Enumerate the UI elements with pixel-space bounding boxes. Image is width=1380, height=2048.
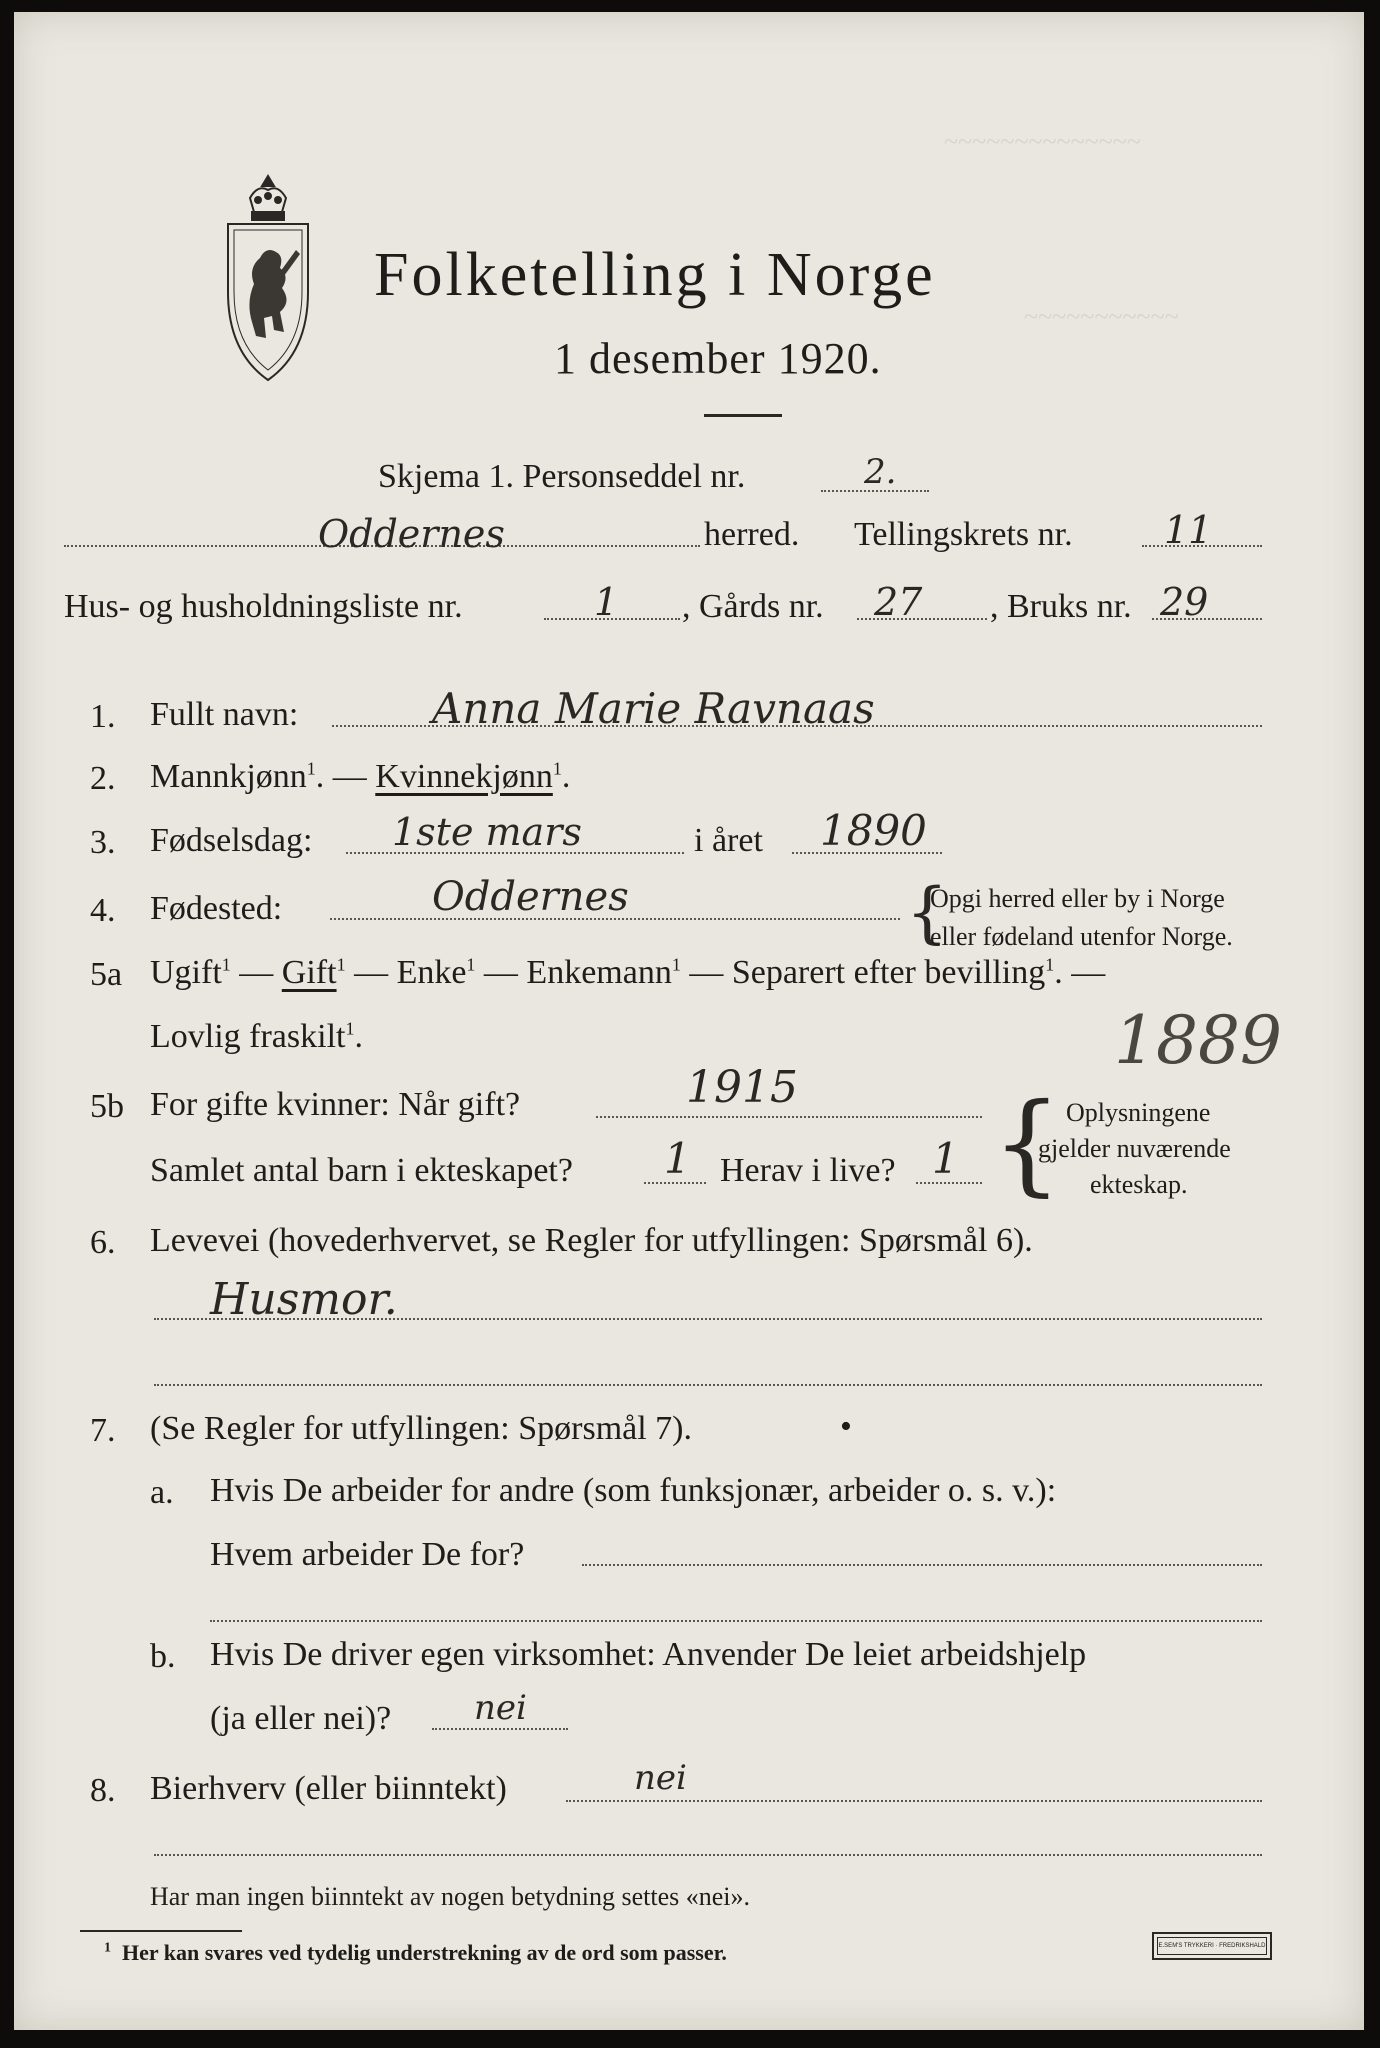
q5b-note-line1: Oplysningene: [1066, 1098, 1211, 1127]
employer-dotline[interactable]: [582, 1564, 1262, 1566]
footnote-ref: 1: [221, 954, 231, 975]
q5a-line2-punct: .: [354, 1018, 363, 1055]
footnote-ref: 1: [552, 758, 562, 779]
year-label: i året: [694, 822, 763, 859]
footnote-mark: 1: [104, 1940, 111, 1956]
q6-dotline-1: [154, 1318, 1262, 1320]
q1-number: 1.: [90, 698, 116, 735]
q5a-line2: [150, 1020, 363, 1054]
tellingskrets-label: Tellingskrets nr.: [854, 516, 1073, 553]
footnote-ref: 1: [336, 954, 346, 975]
q3-number: 3.: [90, 824, 116, 861]
q2-options: [150, 760, 570, 794]
form-subtitle: 1 desember 1920.: [554, 334, 882, 383]
full-name-value[interactable]: Anna Marie Ravnaas: [432, 684, 875, 733]
footnote-ref: 1: [345, 1018, 355, 1039]
q5b-label: For gifte kvinner: Når gift?: [150, 1086, 521, 1123]
q6-label: Levevei (hovederhvervet, se Regler for utfyllingen: Spørsmål 6).: [150, 1222, 1033, 1259]
herred-label: herred.: [704, 516, 800, 553]
q2-sep: —: [324, 758, 376, 795]
q5b-note-line3: ekteskap.: [1090, 1170, 1188, 1199]
q8-dotline: [566, 1800, 1262, 1802]
footnote-ref: 1: [671, 954, 681, 975]
q8-label: Bierhverv (eller biinntekt): [150, 1770, 507, 1807]
q7a-question: Hvem arbeider De for?: [210, 1536, 525, 1573]
q5a-sep: —: [230, 954, 282, 991]
option-lovlig-fraskilt[interactable]: Lovlig fraskilt: [150, 1018, 346, 1055]
q4-brace: {: [906, 874, 948, 951]
margin-note-1889: 1889: [1114, 1002, 1282, 1079]
gards-label: , Gårds nr.: [682, 588, 824, 625]
option-ugift[interactable]: Ugift: [150, 954, 222, 991]
q7b-dotline: [432, 1728, 568, 1730]
birth-year-value[interactable]: 1890: [820, 806, 927, 855]
q5a-options: [150, 956, 1105, 990]
married-year-value[interactable]: 1915: [686, 1062, 798, 1113]
bleed-through-text: ~~~~~~~~~~~~~~: [944, 127, 1141, 156]
husholdningsliste-label: Hus- og husholdningsliste nr.: [64, 588, 463, 625]
occupation-value[interactable]: Husmor.: [210, 1274, 398, 1325]
birthplace-value[interactable]: Oddernes: [432, 874, 629, 920]
hired-help-value[interactable]: nei: [474, 1688, 527, 1728]
q7a-label: Hvis De arbeider for andre (som funksjonær, arbeider o. s. v.):: [210, 1472, 1057, 1509]
printer-stamp: [1152, 1932, 1272, 1960]
herred-value[interactable]: Oddernes: [318, 512, 505, 556]
q2-punct: .: [561, 758, 571, 795]
q5b-number: 5b: [90, 1088, 124, 1125]
q7a-letter: a.: [150, 1474, 174, 1511]
tellingskrets-value[interactable]: 11: [1164, 508, 1213, 552]
gards-value[interactable]: 27: [874, 580, 923, 624]
footnote: [104, 1942, 727, 1964]
q2-number: 2.: [90, 760, 116, 797]
children-count-value[interactable]: 1: [664, 1134, 691, 1183]
skjema-label: Skjema 1. Personseddel nr.: [378, 458, 746, 495]
option-mannkjonn[interactable]: Mannkjønn: [150, 758, 307, 795]
footnote-ref: 1: [466, 954, 476, 975]
footer-note: Har man ingen biinntekt av nogen betydning settes «nei».: [150, 1882, 751, 1911]
q7-label: (Se Regler for utfyllingen: Spørsmål 7).: [150, 1410, 693, 1447]
q5a-sep: —: [680, 954, 732, 991]
printer-stamp-text: E.SEM'S TRYKKERI · FREDRIKSHALD: [1157, 1937, 1267, 1955]
q5b-dotline: [596, 1116, 982, 1118]
option-kvinnekjonn[interactable]: Kvinnekjønn: [375, 758, 553, 795]
footnote-ref: 1: [306, 758, 316, 779]
q5a-tail: . —: [1054, 954, 1106, 991]
norwegian-coat-of-arms-icon: [218, 172, 318, 384]
q1-label: Fullt navn:: [150, 696, 299, 733]
q5a-sep: —: [475, 954, 527, 991]
birthday-value[interactable]: 1ste mars: [392, 810, 582, 854]
q4-note-line2: eller fødeland utenfor Norge.: [930, 922, 1233, 951]
q5a-sep: —: [345, 954, 397, 991]
form-title: Folketelling i Norge: [374, 241, 936, 309]
option-enke[interactable]: Enke: [396, 954, 467, 991]
q2-punct: .: [315, 758, 325, 795]
option-gift[interactable]: Gift: [281, 954, 337, 991]
bruks-value[interactable]: 29: [1160, 580, 1209, 624]
personseddel-value[interactable]: 2.: [864, 452, 897, 492]
barn-label: Samlet antal barn i ekteskapet?: [150, 1152, 573, 1189]
footnote-rule: [80, 1930, 242, 1932]
bruks-label: , Bruks nr.: [990, 588, 1132, 625]
q8-dotline-2: [154, 1854, 1262, 1856]
q8-number: 8.: [90, 1772, 116, 1809]
q7b-question: (ja eller nei)?: [210, 1700, 392, 1737]
side-income-value[interactable]: nei: [634, 1758, 687, 1798]
employer-dotline-2: [210, 1620, 1262, 1622]
q4-number: 4.: [90, 892, 116, 929]
q6-number: 6.: [90, 1224, 116, 1261]
q7-dot-mark: •: [840, 1408, 852, 1445]
q6-dotline-2: [154, 1384, 1262, 1386]
footnote-text: Her kan svares ved tydelig understrekning av de ord som passer.: [122, 1940, 727, 1965]
census-form: [14, 12, 1364, 2030]
husholdningsliste-value[interactable]: 1: [594, 580, 619, 624]
live-label: Herav i live?: [720, 1152, 896, 1189]
option-enkemann[interactable]: Enkemann: [526, 954, 672, 991]
q4-note-line1: Opgi herred eller by i Norge: [930, 884, 1225, 913]
q3-label: Fødselsdag:: [150, 822, 313, 859]
q5a-number: 5a: [90, 956, 123, 993]
q5b-brace: {: [992, 1079, 1062, 1207]
footnote-ref: 1: [1045, 954, 1055, 975]
q7b-letter: b.: [150, 1638, 176, 1675]
title-rule: [704, 414, 782, 417]
q5b-note-line2: gjelder nuværende: [1038, 1134, 1231, 1163]
bleed-through-text: ~~~~~~~~~~~: [1024, 302, 1179, 331]
children-alive-value[interactable]: 1: [932, 1134, 959, 1183]
q7-number: 7.: [90, 1412, 116, 1449]
q7b-label: Hvis De driver egen virksomhet: Anvender De leiet arbeidshjelp: [210, 1636, 1087, 1673]
option-separert[interactable]: Separert efter bevilling: [731, 954, 1046, 991]
q4-label: Fødested:: [150, 890, 283, 927]
